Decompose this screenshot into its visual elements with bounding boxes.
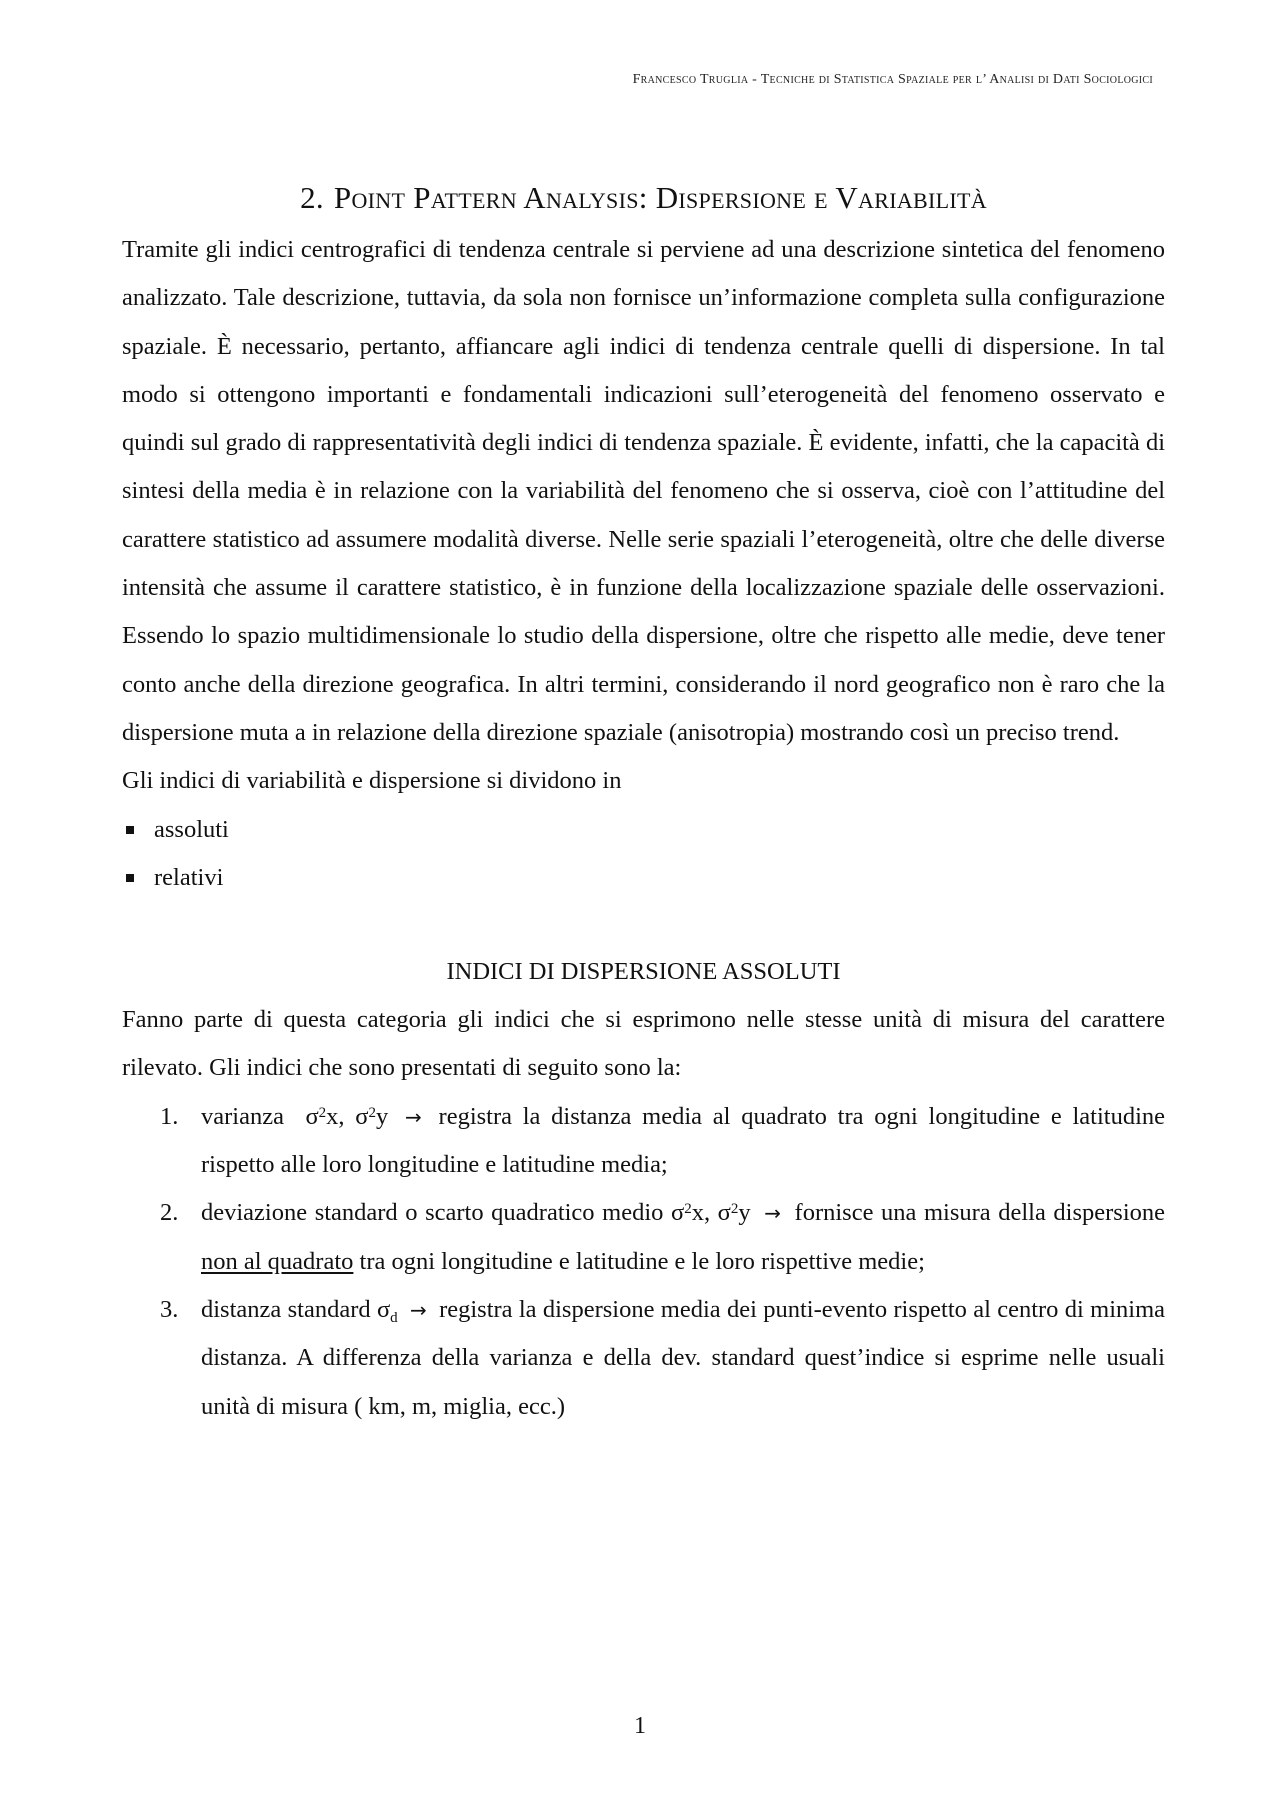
item-name: varianza (201, 1102, 284, 1130)
section-intro: Fanno parte di questa categoria gli indici che si esprimono nelle stesse unità di misura del carattere rilevato. Gli indici che sono presentati di seguito sono la: (122, 1006, 1165, 1082)
item-description-end: tra ogni longitudine e latitudine e le loro rispettive medie; (359, 1247, 925, 1275)
list-item-deviazione-standard (122, 1189, 1165, 1286)
symbol: $\sigma^2x$, $\sigma^2y$ (670, 1199, 751, 1227)
section-heading: INDICI DI DISPERSIONE ASSOLUTI (446, 958, 841, 986)
chapter-number: 2. (300, 180, 324, 215)
item-description: fornisce una misura della dispersione (794, 1199, 1166, 1227)
arrow-right-icon: → (764, 1201, 781, 1226)
division-intro: Gli indici di variabilità e dispersione si dividono in (122, 767, 622, 795)
chapter-heading (122, 180, 1165, 216)
page-number: 1 (634, 1713, 646, 1739)
item-name: deviazione standard o scarto quadratico medio (201, 1199, 664, 1227)
chapter-title: Point Pattern Analysis: Dispersione e Variabilità (333, 180, 987, 215)
list-item: relativi (122, 854, 1165, 902)
page-body (122, 180, 1165, 1431)
item-name: distanza standard (201, 1295, 371, 1323)
item-description: registra la distanza media al quadrato tra ogni longitudine e latitudine rispetto alle loro longitudine e latitudine media; (201, 1102, 1166, 1179)
symbol: $\sigma_d$ (376, 1295, 398, 1326)
indices-list (122, 1093, 1165, 1431)
item-description: registra la dispersione media dei punti-evento rispetto al centro di minima distanza. A differenza della varianza e della dev. standard quest’indice si esprime nelle usuali unità di misura ( km, m, miglia, ecc.) (201, 1295, 1165, 1420)
list-item-distanza-standard (122, 1286, 1165, 1431)
intro-paragraph: Tramite gli indici centrografici di tendenza centrale si perviene ad una descrizione sintetica del fenomeno analizzato. Tale descrizione, tuttavia, da sola non fornisce un’informazione completa sulla configurazione spaziale. È necessario, pertanto, affiancare agli indici di tendenza centrale quelli di dispersione. In tal modo si ottengono importanti e fondamentali indicazioni sull’eterogeneità del fenomeno osservato e quindi sul grado di rappresentatività degli indici di tendenza spaziale. È evidente, infatti, che la capacità di sintesi della media è in relazione con la variabilità del fenomeno che si osserva, cioè con l’attitudine del carattere statistico ad assumere modalità diverse. Nelle serie spaziali l’eterogeneità, oltre che delle diverse intensità che assume il carattere statistico, è in funzione della localizzazione spaziale delle osservazioni. Essendo lo spazio multidimensionale lo studio della dispersione, oltre che rispetto alle medie, deve tener conto anche della direzione geografica. In altri termini, considerando il nord geografico non è raro che la dispersione muta a in relazione della direzione spaziale (anisotropia) mostrando così un preciso trend. (122, 236, 1165, 746)
underlined-text: non al quadrato (201, 1247, 354, 1275)
item-number: 3. (160, 1295, 179, 1323)
arrow-right-icon: → (405, 1104, 422, 1129)
arrow-right-icon: → (409, 1297, 427, 1322)
list-item-varianza (122, 1093, 1165, 1190)
running-header: Francesco Truglia - Tecniche di Statistica Spaziale per l’ Analisi di Dati Sociologici (632, 72, 1153, 87)
division-list (122, 806, 1165, 903)
list-item: assoluti (122, 806, 1165, 854)
item-number: 1. (160, 1102, 179, 1130)
symbol: $\sigma^2x$, $\sigma^2y$ (305, 1102, 389, 1130)
item-number: 2. (160, 1199, 179, 1227)
